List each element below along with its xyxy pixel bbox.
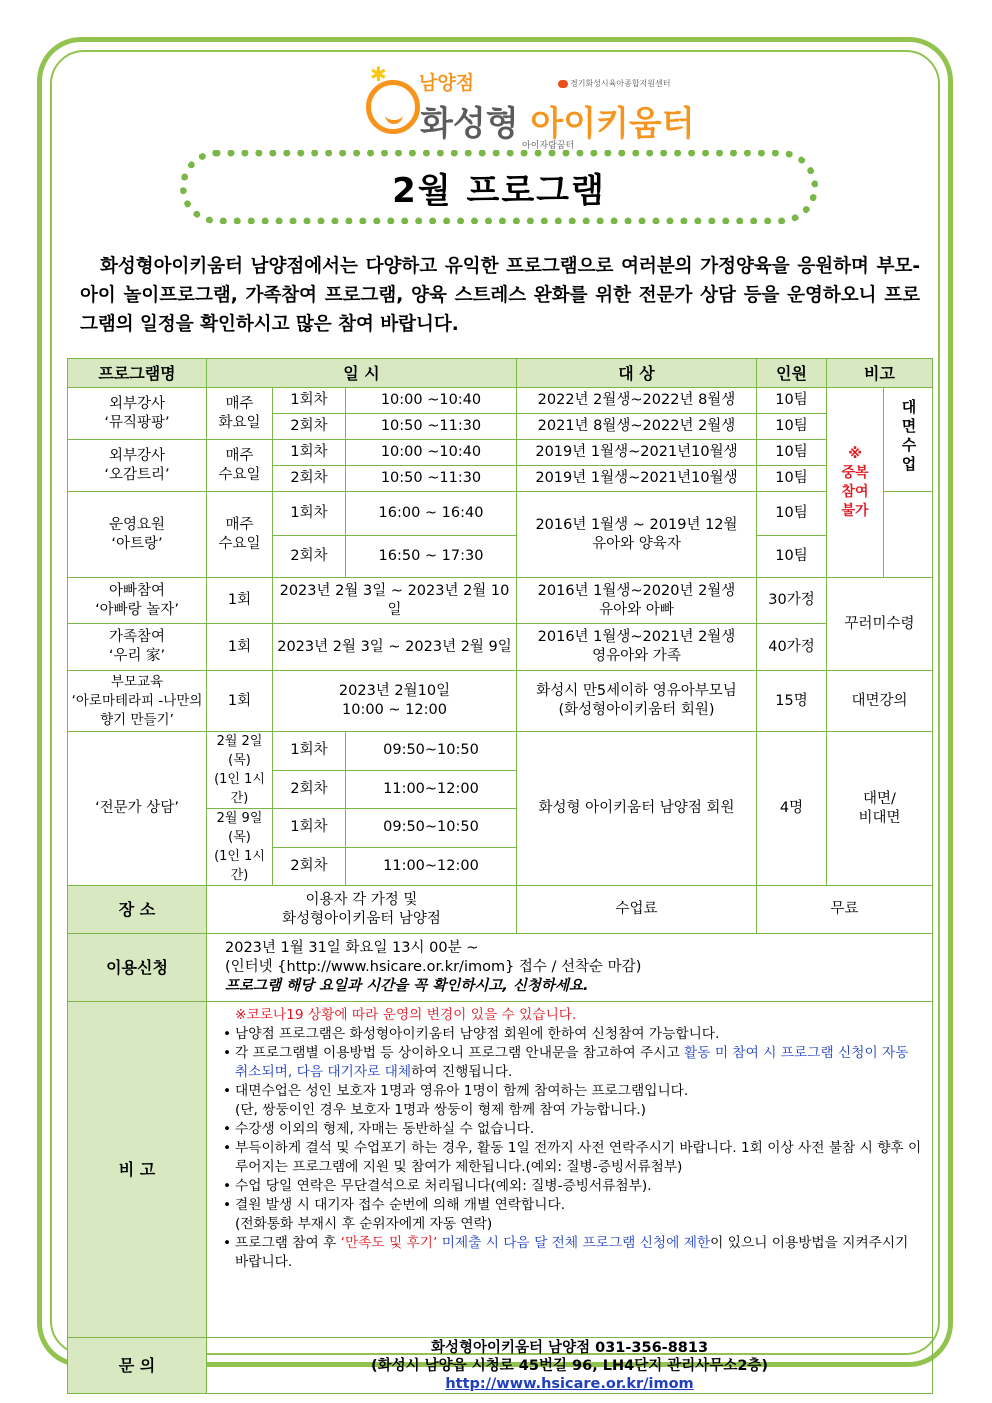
program-name-line: 부모교육	[110, 673, 164, 690]
note-text: 각 프로그램별 이용방법 등 상이하오니 프로그램 안내문을 참고하여 주시고	[235, 1045, 685, 1061]
program-name	[68, 624, 207, 671]
place-line: 이용자 각 가정 및	[305, 891, 418, 908]
note-text: 프로그램 참여 후	[235, 1235, 341, 1251]
program-name	[68, 671, 207, 732]
logo-org	[558, 78, 670, 89]
target-line: 유아와 양육자	[592, 535, 681, 552]
logo-main-suffix: 아이키움터	[530, 104, 695, 144]
note-text: 하여 진행됩니다.	[411, 1064, 513, 1080]
count: 10팀	[757, 466, 827, 492]
package-note: 꾸러미수령	[827, 578, 933, 671]
note-highlight: 미제출 시 다음 달 전체 프로그램 신청에 제한	[437, 1235, 711, 1251]
fee-value: 무료	[757, 886, 933, 934]
count: 40가정	[757, 624, 827, 671]
program-name-line: ‘오감트리’	[104, 466, 170, 483]
apply-caution: 프로그램 해당 요일과 시간을 꼭 확인하시고, 신청하세요.	[225, 978, 589, 994]
lecture-note: 대면강의	[827, 671, 933, 732]
time: 09:50~10:50	[346, 732, 517, 771]
target-line: 2016년 1월생~2021년 2월생	[537, 629, 736, 645]
frequency: 1회	[207, 578, 273, 624]
program-name	[68, 492, 207, 578]
target-line: 유아와 아빠	[599, 601, 674, 618]
header-datetime: 일 시	[207, 359, 517, 388]
program-name-line: 가족참여	[108, 629, 166, 645]
target: 2022년 2월생~2022년 8월생	[517, 388, 757, 414]
note-item	[223, 1082, 922, 1120]
dup-line: 불가	[841, 502, 869, 519]
count: 10팀	[757, 492, 827, 536]
program-name-line: ‘우리 家’	[108, 648, 166, 664]
contact-address: (화성시 남양읍 시청로 45번길 96, LH4단지 관리사무소2층)	[370, 1357, 769, 1374]
notes-label: 비 고	[68, 1002, 207, 1338]
time: 16:00 ~ 16:40	[346, 492, 517, 536]
count: 10팀	[757, 388, 827, 414]
dup-line: 참여	[841, 483, 869, 500]
session: 2회차	[273, 466, 346, 492]
program-name	[68, 578, 207, 624]
target	[517, 578, 757, 624]
program-name	[68, 388, 207, 440]
contact-label: 문 의	[68, 1338, 207, 1394]
frequency-line: 매주	[225, 395, 254, 412]
count: 10팀	[757, 440, 827, 466]
target-line: 영유아와 가족	[592, 648, 681, 664]
target	[517, 492, 757, 578]
star-icon: ✱	[370, 62, 387, 86]
program-name-line: 아빠참여	[108, 582, 166, 599]
dup-line: ※	[848, 445, 862, 462]
consult-date-line: 2월 9일(목)	[216, 811, 263, 845]
target: 2019년 1월생~2021년10월생	[517, 440, 757, 466]
frequency-line: 매주	[225, 447, 254, 464]
frequency	[207, 492, 273, 578]
time: 10:00 ~10:40	[346, 440, 517, 466]
count: 4명	[757, 732, 827, 886]
session: 1회차	[273, 809, 346, 848]
time: 16:50 ~ 17:30	[346, 536, 517, 578]
apply-period: 2023년 1월 31일 화요일 13시 00분 ~	[225, 940, 479, 956]
count: 10팀	[757, 414, 827, 440]
consult-date	[207, 732, 273, 809]
date-line: 2023년 2월10일	[338, 683, 451, 699]
org-mark-icon	[558, 80, 568, 88]
logo-branch: 남양점	[419, 72, 475, 94]
target: 화성형 아이키움터 남양점 회원	[517, 732, 757, 886]
program-name-line: ‘아로마테라피 -나만의	[71, 692, 203, 709]
session: 1회차	[273, 440, 346, 466]
logo	[362, 62, 695, 151]
session: 2회차	[273, 770, 346, 809]
note-item: • 남양점 프로그램은 화성형아이키움터 남양점 회원에 한하여 신청참여 가능합니다.	[223, 1025, 922, 1044]
fee-label: 수업료	[517, 886, 757, 934]
target-line: 화성시 만5세이하 영유아부모님	[536, 683, 737, 699]
logo-sub: 아이자람꿈터	[522, 141, 575, 151]
program-name-line: ‘뮤직팡팡’	[104, 414, 170, 431]
time: 11:00~12:00	[346, 847, 517, 886]
logo-org-text: 경기화성시육아종합지원센터	[570, 79, 671, 88]
note-sub: (단, 쌍둥이인 경우 보호자 1명과 쌍둥이 형제 함께 참여 가능합니다.)	[235, 1102, 647, 1118]
note-text: 대면수업은 성인 보호자 1명과 영유아 1명이 함께 참여하는 프로그램입니다.	[235, 1083, 689, 1099]
blank-cell	[884, 492, 933, 578]
frequency-line: 매주	[225, 516, 254, 533]
note-text: 결원 발생 시 대기자 접수 순번에 의해 개별 연락합니다.	[235, 1197, 566, 1213]
title-box	[180, 150, 818, 224]
contact-link[interactable]: http://www.hsicare.or.kr/imom	[445, 1375, 694, 1392]
place-value	[207, 886, 517, 934]
consult-note-line: 대면/	[863, 790, 896, 807]
note-highlight: 활동 미 참여 시 프로그램 신청이 자동 취소되며, 다음 대기자로 대체	[235, 1045, 909, 1080]
program-name	[68, 440, 207, 492]
dup-line: 중복	[841, 464, 869, 481]
header-note: 비고	[827, 359, 933, 388]
note-sub: (전화통화 부재시 후 순위자에게 자동 연락)	[235, 1216, 493, 1232]
target	[517, 671, 757, 732]
frequency	[207, 440, 273, 492]
program-name-line: 외부강사	[108, 395, 166, 412]
consult-date-line: (1인 1시간)	[214, 772, 265, 806]
program-name-line: ‘아빠랑 놀자’	[95, 601, 179, 618]
target: 2021년 8월생~2022년 2월생	[517, 414, 757, 440]
target-line: 2016년 1월생 ~ 2019년 12월	[535, 516, 738, 533]
note-text: 이 있으니 이용방법을 지켜주시기 바랍니다.	[235, 1235, 909, 1270]
header-name: 프로그램명	[68, 359, 207, 388]
consult-note	[827, 732, 933, 886]
header-count: 인원	[757, 359, 827, 388]
consult-date	[207, 809, 273, 886]
time: 10:00 ~10:40	[346, 388, 517, 414]
apply-method: (인터넷 {http://www.hsicare.or.kr/imom} 접수 / 선착순 마감)	[225, 959, 642, 975]
time: 10:50 ~11:30	[346, 414, 517, 440]
note-item: • 수강생 이외의 형제, 자매는 동반하실 수 없습니다.	[223, 1120, 922, 1139]
time: 10:50 ~11:30	[346, 466, 517, 492]
program-name-line: 운영요원	[108, 516, 166, 533]
program-name-line: 외부강사	[108, 447, 166, 464]
face-to-face-note	[884, 388, 933, 492]
time: 09:50~10:50	[346, 809, 517, 848]
logo-main-prefix: 화성형	[420, 104, 519, 144]
session: 1회차	[273, 732, 346, 771]
apply-label: 이용신청	[68, 934, 207, 1002]
notes-list	[207, 1002, 933, 1338]
frequency-line: 수요일	[218, 466, 261, 483]
frequency-line: 화요일	[218, 414, 261, 431]
frequency-line: 수요일	[218, 535, 261, 552]
covid-notice: ※코로나19 상황에 따라 운영의 변경이 있을 수 있습니다.	[235, 1007, 577, 1023]
note-highlight-red: ‘만족도 및 후기’	[340, 1235, 438, 1251]
session: 1회차	[273, 388, 346, 414]
date-range: 2023년 2월 3일 ~ 2023년 2월 9일	[273, 624, 517, 671]
note-item	[223, 1196, 922, 1234]
face-to-face-text: 대면수업	[899, 398, 918, 475]
frequency	[207, 388, 273, 440]
consult-note-line: 비대면	[858, 809, 901, 826]
header-target: 대 상	[517, 359, 757, 388]
apply-info	[207, 934, 933, 1002]
session: 2회차	[273, 847, 346, 886]
target	[517, 624, 757, 671]
frequency: 1회	[207, 624, 273, 671]
target-line: 2016년 1월생~2020년 2월생	[537, 582, 736, 599]
program-table	[67, 358, 933, 1394]
note-item	[223, 1234, 922, 1272]
consult-date-line: 2월 2일(목)	[216, 734, 263, 768]
time: 11:00~12:00	[346, 770, 517, 809]
note-item: • 부득이하게 결석 및 수업포기 하는 경우, 활동 1일 전까지 사전 연락주시기 바랍니다. 1회 이상 사전 불참 시 향후 이루어지는 프로그램에 지원 및 참여가 제한됩니다.(예외: 질병-증빙서류첨부)	[223, 1139, 922, 1177]
session: 2회차	[273, 536, 346, 578]
count: 30가정	[757, 578, 827, 624]
contact-info	[207, 1338, 933, 1394]
consult-date-line: (1인 1시간)	[214, 849, 265, 883]
intro-text: 화성형아이키움터 남양점에서는 다양하고 유익한 프로그램으로 여러분의 가정양육을 응원하며 부모-아이 놀이프로그램, 가족참여 프로그램, 양육 스트레스 완화를 위한 전문가 상담 등을 운영하오니 프로그램의 일정을 확인하시고 많은 참여 바랍니다.	[80, 256, 920, 335]
program-name: ‘전문가 상담’	[68, 732, 207, 886]
date-line: 10:00 ~ 12:00	[342, 702, 447, 718]
date	[273, 671, 517, 732]
place-line: 화성형아이키움터 남양점	[282, 910, 441, 927]
note-item	[223, 1044, 922, 1082]
session: 1회차	[273, 492, 346, 536]
contact-phone: 화성형아이키움터 남양점 031-356-8813	[430, 1339, 709, 1356]
count: 15명	[757, 671, 827, 732]
frequency: 1회	[207, 671, 273, 732]
smile-face-icon	[366, 80, 420, 134]
target-line: (화성형아이키움터 회원)	[558, 702, 715, 718]
count: 10팀	[757, 536, 827, 578]
note-item: • 수업 당일 연락은 무단결석으로 처리됩니다(예외: 질병-증빙서류첨부).	[223, 1177, 922, 1196]
date-range: 2023년 2월 3일 ~ 2023년 2월 10일	[273, 578, 517, 624]
duplicate-note	[827, 388, 884, 578]
place-label: 장 소	[68, 886, 207, 934]
program-name-line: 향기 만들기’	[100, 711, 174, 728]
target: 2019년 1월생~2021년10월생	[517, 466, 757, 492]
program-name-line: ‘아트랑’	[111, 535, 163, 552]
session: 2회차	[273, 414, 346, 440]
page-title: 2월 프로그램	[392, 170, 606, 211]
